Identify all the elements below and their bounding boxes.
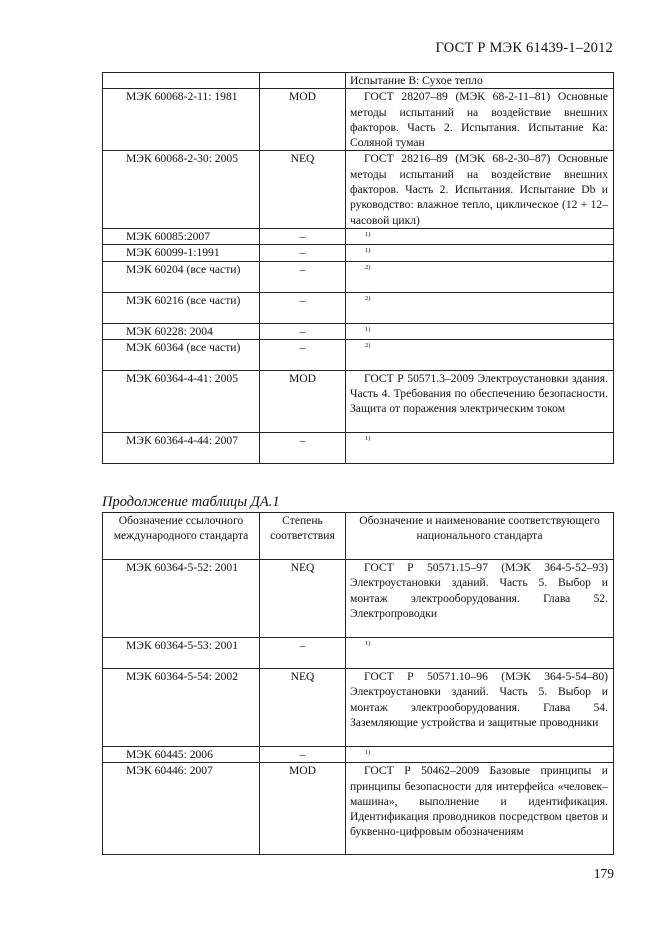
column-header-degree: Степень соответствия — [260, 513, 346, 560]
degree-cell: MOD — [260, 763, 346, 855]
footnote-mark: 2) — [365, 263, 371, 271]
degree-cell: – — [260, 432, 346, 463]
national-standard-cell: ГОСТ Р 50462–2009 Базовые принципы и принципы безопасности для интерфейса «человек–машина», выполнение и идентификация. Идентификация проводников посредством цветов и буквенно-цифровым обозначениям — [346, 763, 614, 855]
degree-cell — [260, 73, 346, 89]
degree-cell: MOD — [260, 370, 346, 432]
ref-cell — [103, 73, 260, 89]
ref-cell: МЭК 60364-5-54: 2002 — [103, 669, 260, 747]
degree-cell: – — [260, 245, 346, 261]
table-row — [103, 292, 614, 323]
degree-cell: – — [260, 638, 346, 669]
national-standard-cell — [346, 228, 614, 244]
footnote-mark: 1) — [365, 230, 371, 238]
table-row — [103, 669, 614, 747]
ref-cell: МЭК 60085:2007 — [103, 228, 260, 244]
national-standard-cell — [346, 638, 614, 669]
national-standard-cell — [346, 245, 614, 261]
table-row — [103, 228, 614, 244]
table-row — [103, 261, 614, 292]
ref-cell: МЭК 60364-5-53: 2001 — [103, 638, 260, 669]
ref-cell: МЭК 60364 (все части) — [103, 339, 260, 370]
ref-cell: МЭК 60068-2-30: 2005 — [103, 151, 260, 228]
national-standard-cell: ГОСТ Р 50571.10–96 (МЭК 364-5-54–80) Электроустановки зданий. Часть 5. Выбор и монтаж электрооборудования. Глава 54. Заземляющие устройства и защитные проводники — [346, 669, 614, 747]
national-standard-cell — [346, 323, 614, 339]
national-standard-cell — [346, 292, 614, 323]
page-number: 179 — [593, 866, 614, 881]
table-row — [103, 151, 614, 228]
table-row — [103, 638, 614, 669]
national-standard-cell — [346, 339, 614, 370]
degree-cell: – — [260, 292, 346, 323]
ref-cell: МЭК 60446: 2007 — [103, 763, 260, 855]
degree-cell: – — [260, 323, 346, 339]
ref-cell: МЭК 60364-4-44: 2007 — [103, 432, 260, 463]
national-standard-cell — [346, 432, 614, 463]
ref-cell: МЭК 60445: 2006 — [103, 747, 260, 763]
national-standard-cell — [346, 261, 614, 292]
standards-table-continued — [102, 512, 614, 855]
table-caption: Продолжение таблицы ДА.1 — [102, 494, 280, 510]
ref-cell: МЭК 60364-5-52: 2001 — [103, 560, 260, 638]
table-row — [103, 763, 614, 855]
national-standard-cell: Испытание В: Сухое тепло — [346, 73, 614, 89]
table-row — [103, 560, 614, 638]
table-header-row — [103, 513, 614, 560]
degree-cell: – — [260, 261, 346, 292]
national-standard-cell: ГОСТ 28207–89 (МЭК 68-2-11–81) Основные методы испытаний на воздействие внешних факторов. Часть 2. Испытания. Испытание Ка: Соляной туман — [346, 89, 614, 151]
column-header-ref: Обозначение ссылочного международного стандарта — [103, 513, 260, 560]
ref-cell: МЭК 60228: 2004 — [103, 323, 260, 339]
degree-cell: – — [260, 747, 346, 763]
degree-cell: – — [260, 339, 346, 370]
ref-cell: МЭК 60068-2-11: 1981 — [103, 89, 260, 151]
ref-cell: МЭК 60216 (все части) — [103, 292, 260, 323]
national-standard-cell: ГОСТ 28216–89 (МЭК 68-2-30–87) Основные методы испытаний на воздействие внешних факторов. Часть 2. Испытания. Испытание Db и руководство: влажное тепло, циклическое (12 + 12–часовой цикл) — [346, 151, 614, 228]
degree-cell: NEQ — [260, 151, 346, 228]
column-header-national: Обозначение и наименование соответствующего национального стандарта — [346, 513, 614, 560]
footnote-mark: 2) — [365, 341, 371, 349]
table-row — [103, 89, 614, 151]
table-row — [103, 73, 614, 89]
footnote-mark: 1) — [365, 749, 371, 756]
table-row — [103, 747, 614, 763]
table-row — [103, 339, 614, 370]
national-standard-cell: ГОСТ Р 50571.15–97 (МЭК 364-5-52–93) Электроустановки зданий. Часть 5. Выбор и монтаж электрооборудования. Глава 52. Электропроводки — [346, 560, 614, 638]
table-row — [103, 370, 614, 432]
table-row — [103, 245, 614, 261]
degree-cell: MOD — [260, 89, 346, 151]
degree-cell: NEQ — [260, 560, 346, 638]
standards-table-top — [102, 72, 614, 464]
footnote-mark: 1) — [365, 434, 371, 442]
table-row — [103, 432, 614, 463]
degree-cell: – — [260, 228, 346, 244]
ref-cell: МЭК 60204 (все части) — [103, 261, 260, 292]
footnote-mark: 1) — [365, 325, 371, 333]
ref-cell: МЭК 60364-4-41: 2005 — [103, 370, 260, 432]
degree-cell: NEQ — [260, 669, 346, 747]
footnote-mark: 1) — [365, 640, 371, 647]
document-header: ГОСТ Р МЭК 61439-1–2012 — [435, 40, 613, 56]
national-standard-cell: ГОСТ Р 50571.3–2009 Электроустановки здания. Часть 4. Требования по обеспечению безопасности. Защита от поражения электрическим током — [346, 370, 614, 432]
table-row — [103, 323, 614, 339]
footnote-mark: 1) — [365, 247, 371, 255]
national-standard-cell — [346, 747, 614, 763]
ref-cell: МЭК 60099-1:1991 — [103, 245, 260, 261]
footnote-mark: 2) — [365, 294, 371, 302]
